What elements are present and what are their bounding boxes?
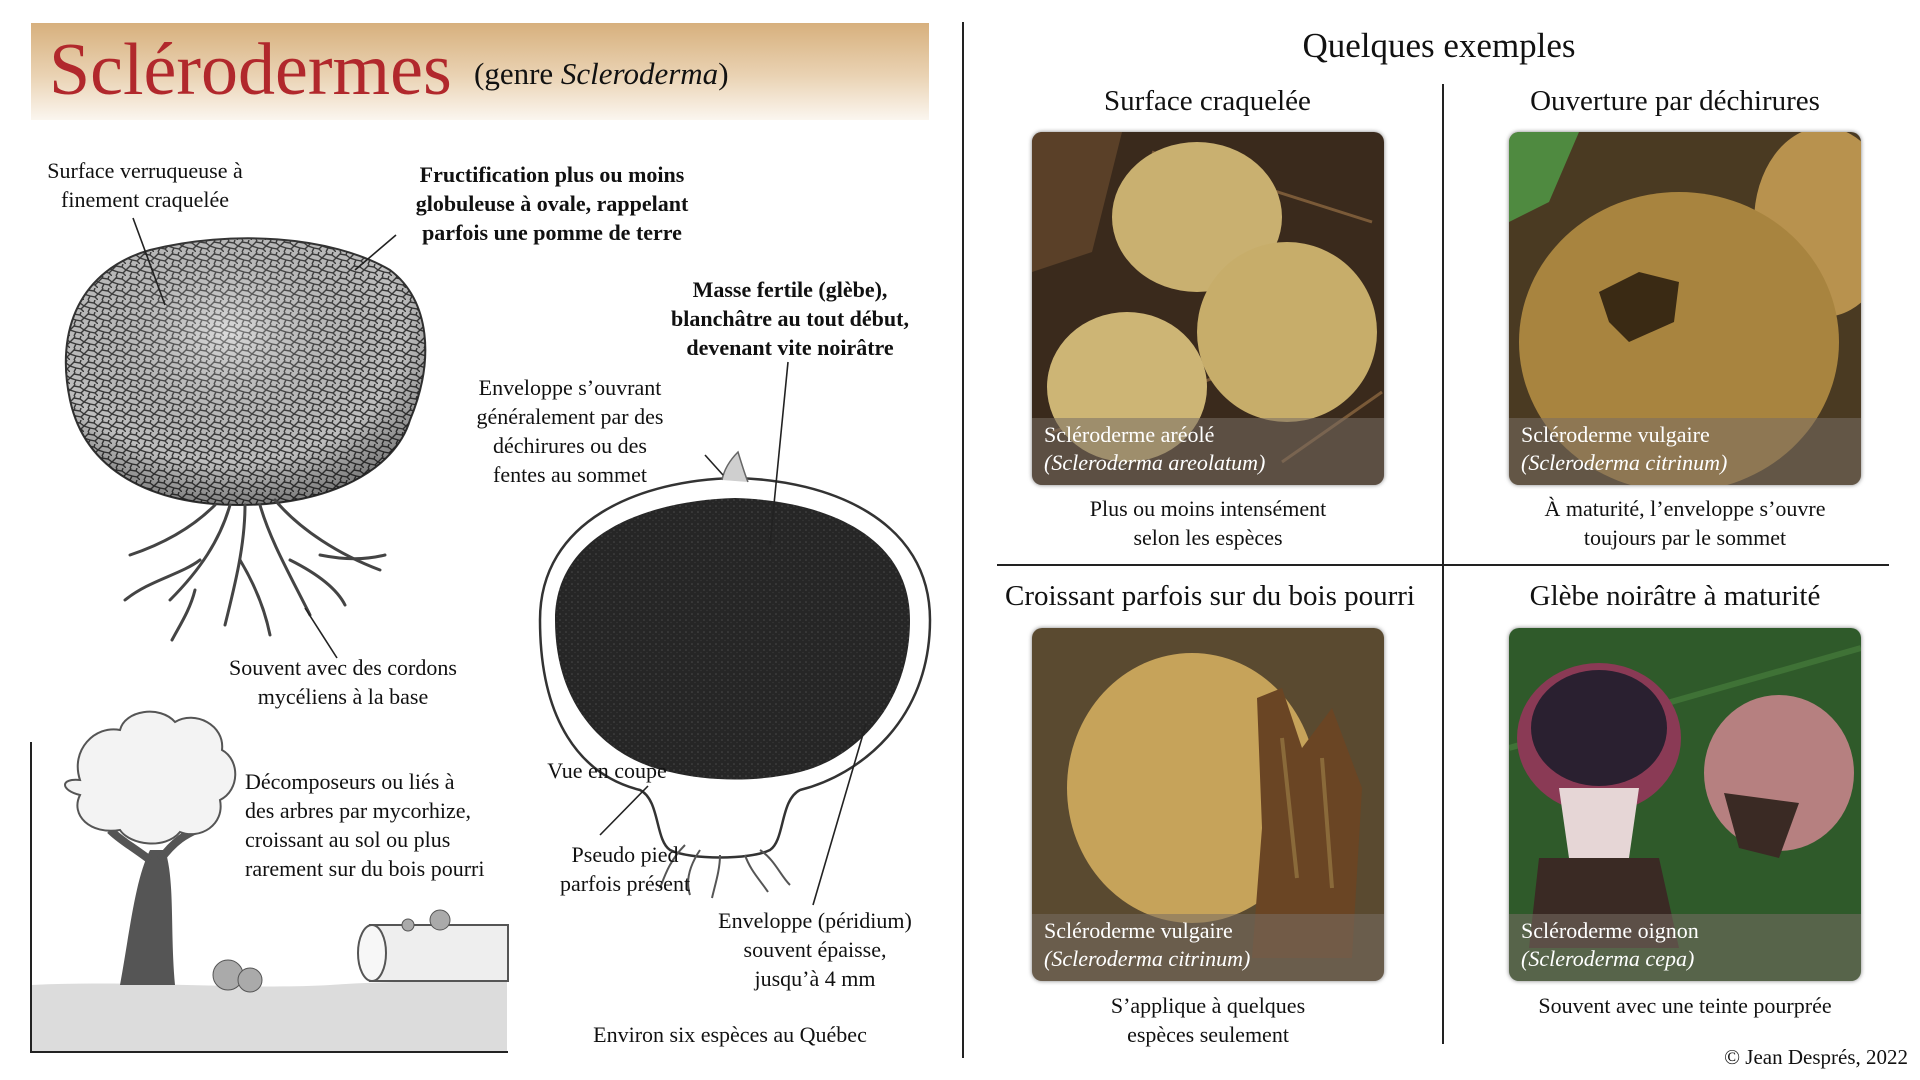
label-masse-fertile: Masse fertile (glèbe), blanchâtre au tout début, devenant vite noirâtre <box>671 277 909 360</box>
caption-latin-name: (Scleroderma citrinum) <box>1521 450 1728 475</box>
label-vue-coupe: Vue en coupe <box>547 758 667 783</box>
panel-note-4: Souvent avec une teinte pourprée <box>1538 993 1832 1018</box>
caption-common-name: Scléroderme oignon <box>1521 918 1699 943</box>
examples-divider-horizontal <box>997 564 1889 566</box>
label-decomposeurs: Décomposeurs ou liés à des arbres par mycorhize, croissant au sol ou plus rarement sur du bois pourri <box>245 769 485 881</box>
label-especes: Environ six espèces au Québec <box>593 1022 867 1047</box>
fruiting-body-illustration <box>66 238 425 505</box>
panel-title-2: Ouverture par déchirures <box>1530 85 1820 117</box>
label-surface: Surface verruqueuse à finement craquelée <box>47 158 243 212</box>
label-cordons: Souvent avec des cordons mycéliens à la base <box>229 655 457 709</box>
caption-latin-name: (Scleroderma citrinum) <box>1044 946 1251 971</box>
panel-note-3: S’applique à quelques espèces seulement <box>1110 993 1306 1047</box>
label-fructification: Fructification plus ou moins globuleuse à ovale, rappelant parfois une pomme de terre <box>415 162 689 245</box>
main-divider <box>962 22 964 1058</box>
panel-note-2: À maturité, l’enveloppe s’ouvre toujours par le sommet <box>1544 496 1826 550</box>
caption-common-name: Scléroderme aréolé <box>1044 422 1215 447</box>
label-enveloppe-ouvrant: Enveloppe s’ouvrant généralement par des déchirures ou des fentes au sommet <box>476 375 664 487</box>
caption-latin-name: (Scleroderma areolatum) <box>1044 450 1266 475</box>
caption-common-name: Scléroderme vulgaire <box>1044 918 1233 943</box>
panel-title-4: Glèbe noirâtre à maturité <box>1529 580 1821 612</box>
genus-name: Scleroderma <box>560 56 719 91</box>
panel-title-3: Croissant parfois sur du bois pourri <box>1005 580 1415 612</box>
cross-section-illustration <box>540 452 930 898</box>
caption-common-name: Scléroderme vulgaire <box>1521 422 1710 447</box>
photo-scleroderma-citrinum-wood <box>1032 628 1384 981</box>
mycelial-cords-illustration <box>125 500 385 640</box>
panel-note-1: Plus ou moins intensément selon les espèces <box>1089 496 1327 550</box>
examples-title: Quelques exemples <box>1302 26 1576 65</box>
photo-scleroderma-areolatum <box>1032 132 1384 485</box>
page-subtitle: (genre Scleroderma) <box>474 56 729 91</box>
caption-latin-name: (Scleroderma cepa) <box>1521 946 1695 971</box>
panel-title-1: Surface craquelée <box>1104 85 1311 117</box>
page-title: Sclérodermes <box>49 29 452 111</box>
photo-scleroderma-citrinum-opening <box>1509 132 1861 485</box>
label-peridium: Enveloppe (péridium) souvent épaisse, jusqu’à 4 mm <box>718 908 912 991</box>
copyright: © Jean Després, 2022 <box>1724 1045 1908 1069</box>
label-pseudo-pied: Pseudo pied parfois présent <box>559 842 691 896</box>
photo-scleroderma-cepa <box>1509 628 1861 981</box>
